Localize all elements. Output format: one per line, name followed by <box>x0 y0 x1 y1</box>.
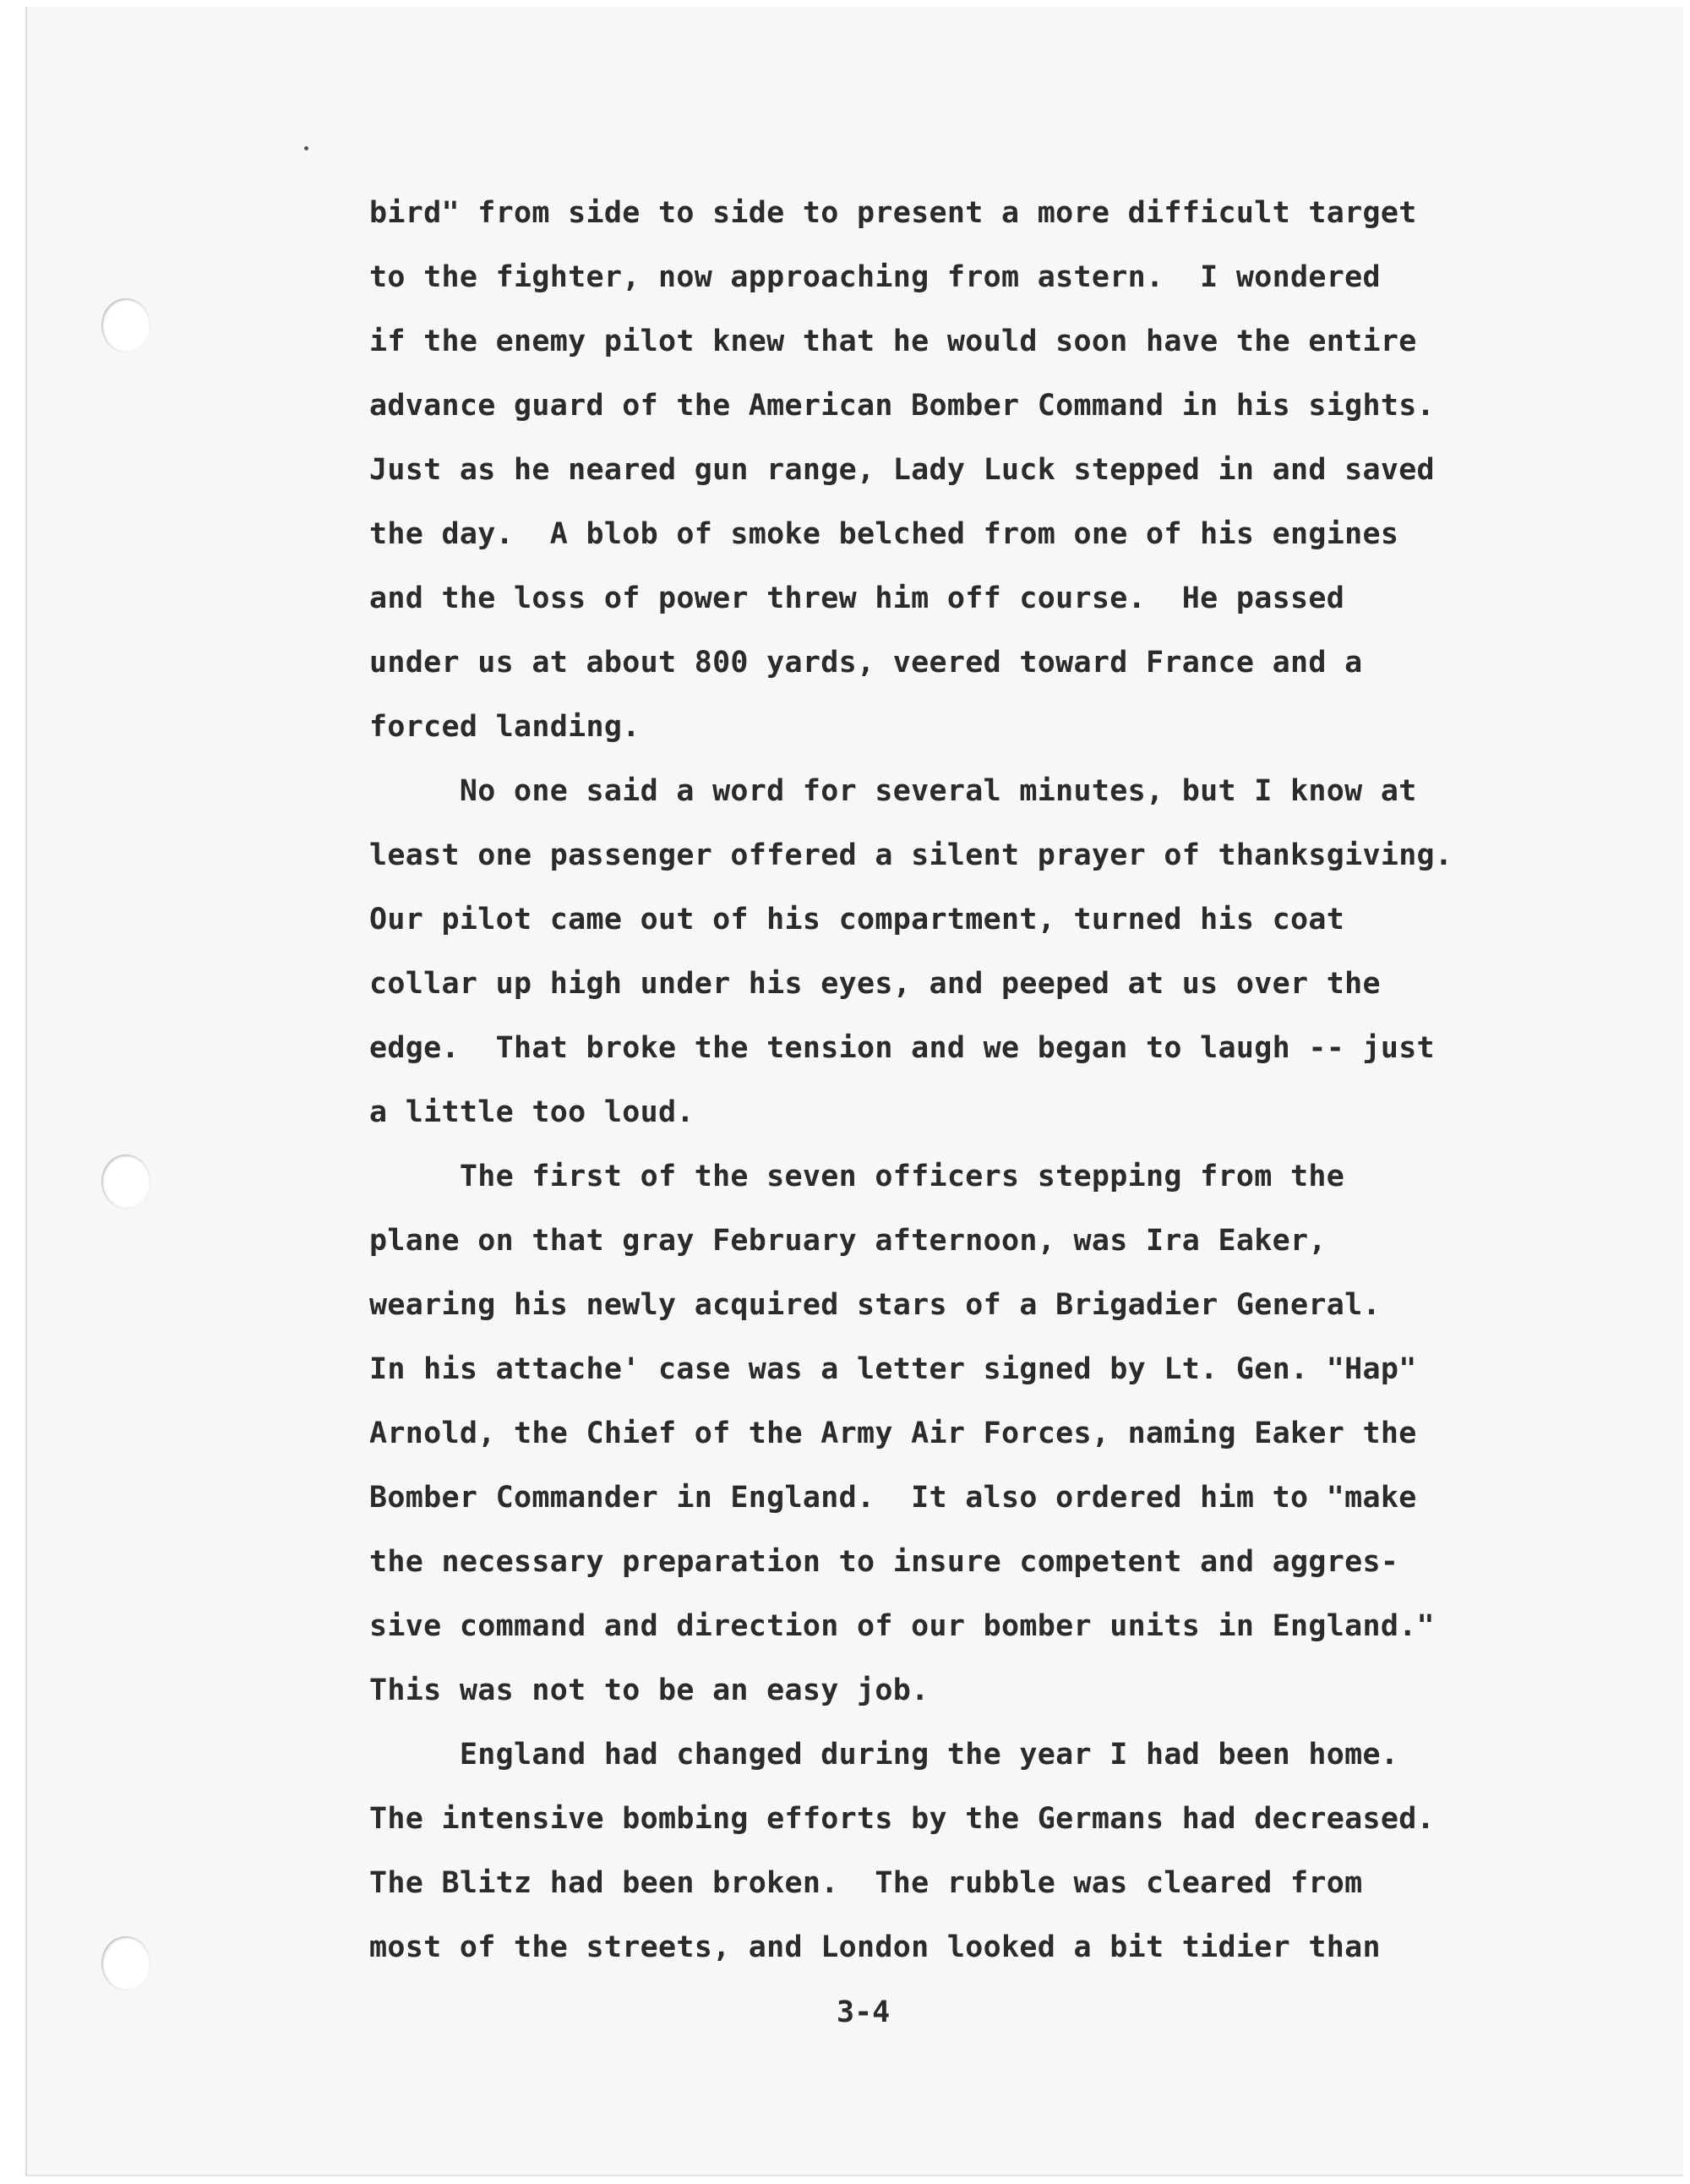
text-line: The first of the seven officers stepping from the <box>369 1160 1345 1193</box>
text-line: Bomber Commander in England. It also ordered him to "make <box>369 1481 1417 1515</box>
text-line: The intensive bombing efforts by the Germans had decreased. <box>369 1802 1435 1836</box>
text-line: a little too loud. <box>369 1095 695 1129</box>
text-line: bird" from side to side to present a more difficult target <box>369 196 1417 230</box>
text-line: England had changed during the year I had been home. <box>369 1738 1399 1772</box>
text-line: and the loss of power threw him off course. He passed <box>369 581 1345 615</box>
text-line: under us at about 800 yards, veered toward France and a <box>369 646 1363 680</box>
punch-hole <box>101 298 150 352</box>
punch-hole <box>101 1936 150 1990</box>
text-line: forced landing. <box>369 710 641 744</box>
text-line: wearing his newly acquired stars of a Brigadier General. <box>369 1288 1381 1322</box>
text-line: to the fighter, now approaching from astern. I wondered <box>369 260 1381 294</box>
text-line: In his attache' case was a letter signed by Lt. Gen. "Hap" <box>369 1352 1417 1386</box>
text-line: plane on that gray February afternoon, was Ira Eaker, <box>369 1224 1327 1258</box>
text-line: No one said a word for several minutes, but I know at <box>369 774 1417 808</box>
punch-hole <box>101 1155 150 1209</box>
text-line: if the enemy pilot knew that he would soon have the entire <box>369 325 1417 358</box>
page-number: 3-4 <box>837 1996 891 2029</box>
paper-speck <box>304 146 308 150</box>
text-line: least one passenger offered a silent prayer of thanksgiving. <box>369 838 1453 872</box>
text-line: collar up high under his eyes, and peeped at us over the <box>369 967 1381 1001</box>
text-line: Just as he neared gun range, Lady Luck stepped in and saved <box>369 453 1435 487</box>
text-line: This was not to be an easy job. <box>369 1673 930 1707</box>
text-line: sive command and direction of our bomber units in England." <box>369 1609 1435 1643</box>
text-line: most of the streets, and London looked a bit tidier than <box>369 1930 1381 1964</box>
text-line: The Blitz had been broken. The rubble was cleared from <box>369 1866 1363 1900</box>
text-line: Our pilot came out of his compartment, turned his coat <box>369 903 1345 936</box>
text-line: edge. That broke the tension and we began to laugh -- just <box>369 1031 1435 1065</box>
typewritten-page <box>25 7 1683 2176</box>
text-line: the day. A blob of smoke belched from one of his engines <box>369 517 1399 551</box>
text-line: Arnold, the Chief of the Army Air Forces, naming Eaker the <box>369 1417 1417 1450</box>
text-line: advance guard of the American Bomber Command in his sights. <box>369 389 1435 423</box>
text-line: the necessary preparation to insure competent and aggres- <box>369 1545 1399 1579</box>
